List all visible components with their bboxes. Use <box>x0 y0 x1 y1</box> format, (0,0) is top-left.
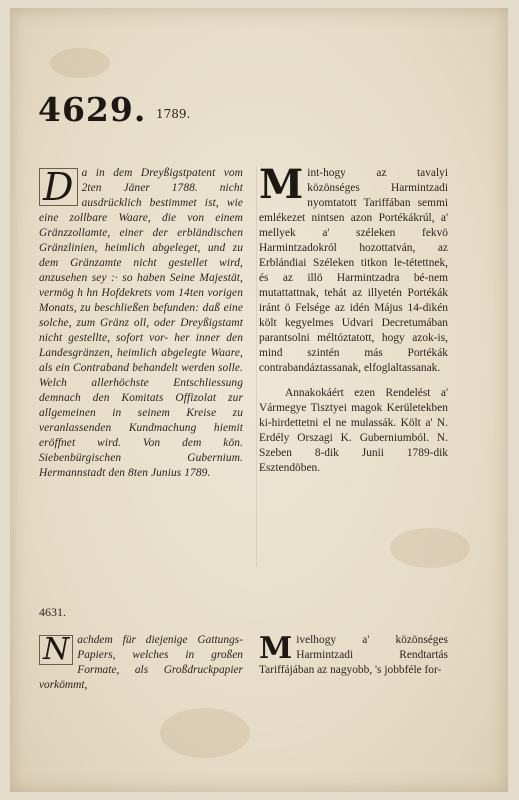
german-notice-text: a in dem Dreyßigstpatent vom 2ten Jäner 1788. nicht ausdrücklich bestimmet ist, wie eine zollbare Waare, die von einem Gränzzollamte, einer der erbländischen Gränzlinien, heimlich abgeleget, und zu dem Gränzamte nicht gestellet wird, anzusehen sey :· so haben Seine Majestät, vermög h hn Hofdekrets vom 14ten vorigen Monats, zu beschließen befunden: daß eine solche, zum Gränz oll, oder Dreyßigstamt nicht gestellte, sofort vor- her inner den Landesgränzen, heimlich abgelegte Waare, als ein Contraband behandelt werden solle. Welch allerhöchste Entschliessung demnach den Komitats Offizolat zur allgemeinen in seinem Kreise zu veranlassenden Kundmachung hiemit eröffnet wird. Von dem kön. Siebenbürgischen Gubernium. Hermannstadt den 8ten Junius 1789. <box>39 167 243 479</box>
hungarian-notice-closing: Annakokáért ezen Rendelést a' Vármegye Tisztyei magok Kerületekben ki-hirdettetni el ne mulassák. Költ a' N. Erdély Orszagi K. Guberniumból. N. Szeben 8-dik Junii 1789-dik Esztendöben. <box>259 387 448 474</box>
second-hungarian-notice <box>259 633 448 678</box>
document-year: 1789. <box>156 107 191 121</box>
second-hungarian-text: ivelhogy a' közönséges Harmintzadi Rendtartás Tariffájában az nagyobb, 's jobbféle for- <box>259 634 448 676</box>
second-german-dropcap: N <box>39 635 73 665</box>
document-number: 4629. <box>38 90 147 129</box>
german-dropcap: D <box>39 168 78 206</box>
document-page <box>10 8 508 792</box>
column-divider <box>256 166 257 566</box>
second-document-number: 4631. <box>39 605 66 619</box>
hungarian-dropcap: M <box>259 161 304 208</box>
second-german-text: achdem für diejenige Gattungs- Papiers, welches in großen Formate, als Großdruckpapier vorkömmt, <box>39 634 243 691</box>
second-german-notice <box>39 633 243 693</box>
paper-stain <box>390 528 470 568</box>
paper-stain <box>160 708 250 758</box>
paper-stain <box>50 48 110 78</box>
hungarian-notice <box>259 161 448 476</box>
german-notice <box>39 166 243 481</box>
hungarian-notice-text: int-hogy az tavalyi közönséges Harmintzadi nyomtatott Tariffában semmi emlékezet nintsen azon Portékákrúl, a' mellyek a' széleken fekvö Harmintzadokról hozottatván, az Erblándiai Széleken titkon le-tétettnek, és az illö Harmintzadra bé-nem mutattattnak, tehát az illyetén Portékák iránt ö Felsége az idén Május 14-dikén költ kegyelmes Udvari Decretumában parantsolni méltóztatott, hogy azok-is, mind szintén más Portékák contrabandáztassanak, elfoglaltassanak. <box>259 167 448 374</box>
second-hungarian-dropcap: M <box>259 631 293 666</box>
